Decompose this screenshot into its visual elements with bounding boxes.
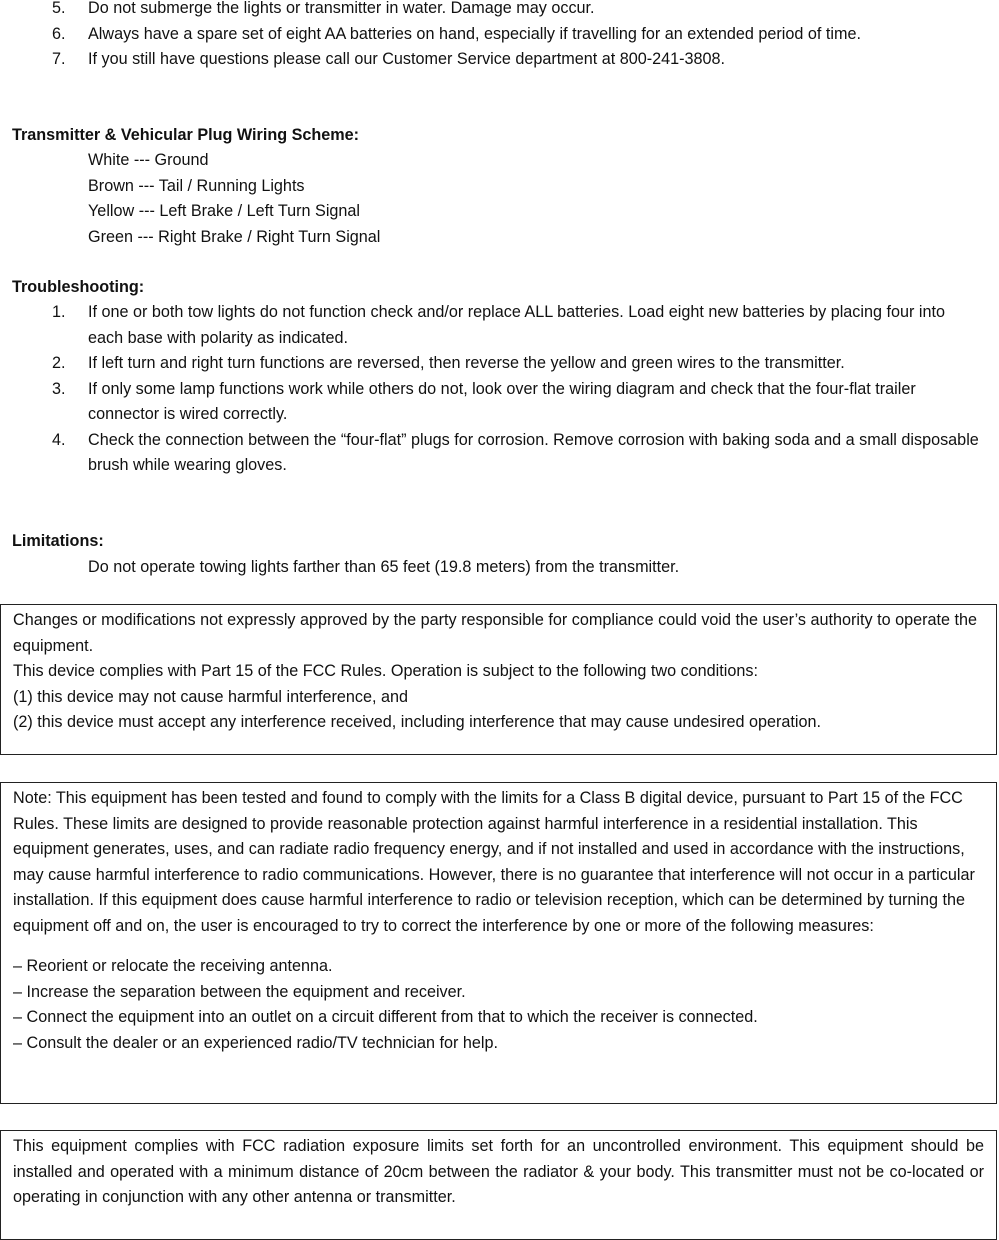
list-item <box>0 0 999 22</box>
fcc-line: This device complies with Part 15 of the FCC Rules. Operation is subject to the following two conditions: <box>13 662 758 680</box>
list-number: 2. <box>52 354 66 372</box>
wiring-line: Yellow --- Left Brake / Left Turn Signal <box>88 202 361 220</box>
list-item <box>0 22 999 48</box>
list-item <box>0 351 999 377</box>
list-number: 5. <box>52 0 66 17</box>
list-text: If only some lamp functions work while others do not, look over the wiring diagram and check that the four-flat trailer connector is wired correctly. <box>88 379 916 423</box>
limitations-heading: Limitations: <box>12 532 104 550</box>
list-text: Check the connection between the “four-flat” plugs for corrosion. Remove corrosion with baking soda and a small disposable brush while wearing gloves. <box>88 430 979 474</box>
list-number: 1. <box>52 303 66 321</box>
troubleshooting-list <box>0 300 999 479</box>
list-item <box>0 47 999 73</box>
fcc-radiation-paragraph: This equipment complies with FCC radiation exposure limits set forth for an uncontrolled environment. This equipment should be installed and operated with a minimum distance of 20cm between the radiator & your body. This transmitter must not be co-located or operating in conjunction with any other antenna or transmitter. <box>13 1137 984 1206</box>
list-number: 3. <box>52 379 66 398</box>
list-number: 6. <box>52 24 66 43</box>
fcc-measure: – Consult the dealer or an experienced radio/TV technician for help. <box>13 1033 499 1052</box>
limitations-text: Do not operate towing lights farther than 65 feet (19.8 meters) from the transmitter. <box>88 558 680 576</box>
list-item <box>0 377 999 428</box>
fcc-notice-box <box>0 604 997 755</box>
wiring-line: Brown --- Tail / Running Lights <box>88 176 305 195</box>
fcc-line: (2) this device must accept any interference received, including interference that may cause undesired operation. <box>13 713 822 731</box>
fcc-radiation-box <box>0 1130 997 1240</box>
intro-list <box>0 0 999 73</box>
wiring-list <box>88 148 380 250</box>
list-text: Always have a spare set of eight AA batteries on hand, especially if travelling for an extended period of time. <box>88 24 861 43</box>
list-item <box>0 428 999 479</box>
list-text: If left turn and right turn functions are reversed, then reverse the yellow and green wires to the transmitter. <box>88 354 845 372</box>
wiring-line: White --- Ground <box>88 151 209 169</box>
list-number: 4. <box>52 430 66 449</box>
list-text: Do not submerge the lights or transmitter in water. Damage may occur. <box>88 0 595 17</box>
fcc-line: Changes or modifications not expressly approved by the party responsible for compliance could void the user’s authority to operate the equipment. <box>13 611 978 655</box>
troubleshooting-heading: Troubleshooting: <box>12 278 145 296</box>
list-text: If one or both tow lights do not function check and/or replace ALL batteries. Load eight new batteries by placing four into each base with polarity as indicated. <box>88 303 945 347</box>
wiring-line: Green --- Right Brake / Right Turn Signal <box>88 227 381 246</box>
fcc-line: (1) this device may not cause harmful interference, and <box>13 687 408 706</box>
wiring-heading: Transmitter & Vehicular Plug Wiring Scheme: <box>12 126 360 144</box>
fcc-class-b-paragraph: Note: This equipment has been tested and found to comply with the limits for a Class B digital device, pursuant to Part 15 of the FCC Rules. These limits are designed to provide reasonable protection against harmful interference in a residential installation. This equipment generates, uses, and can radiate radio frequency energy, and if not installed and used in accordance with the instructions, may cause harmful interference to radio communications. However, there is no guarantee that interference will not occur in a particular installation. If this equipment does cause harmful interference to radio or television reception, which can be determined by turning the equipment off and on, the user is encouraged to try to correct the interference by one or more of the following measures: <box>13 789 975 935</box>
fcc-measure: – Reorient or relocate the receiving antenna. <box>13 957 333 975</box>
fcc-measure: – Increase the separation between the equipment and receiver. <box>13 982 466 1001</box>
list-number: 7. <box>52 50 66 68</box>
fcc-class-b-box <box>0 782 997 1104</box>
list-item <box>0 300 999 351</box>
list-text: If you still have questions please call our Customer Service department at 800-241-3808. <box>88 50 726 68</box>
fcc-measure: – Connect the equipment into an outlet on a circuit different from that to which the receiver is connected. <box>13 1008 758 1026</box>
